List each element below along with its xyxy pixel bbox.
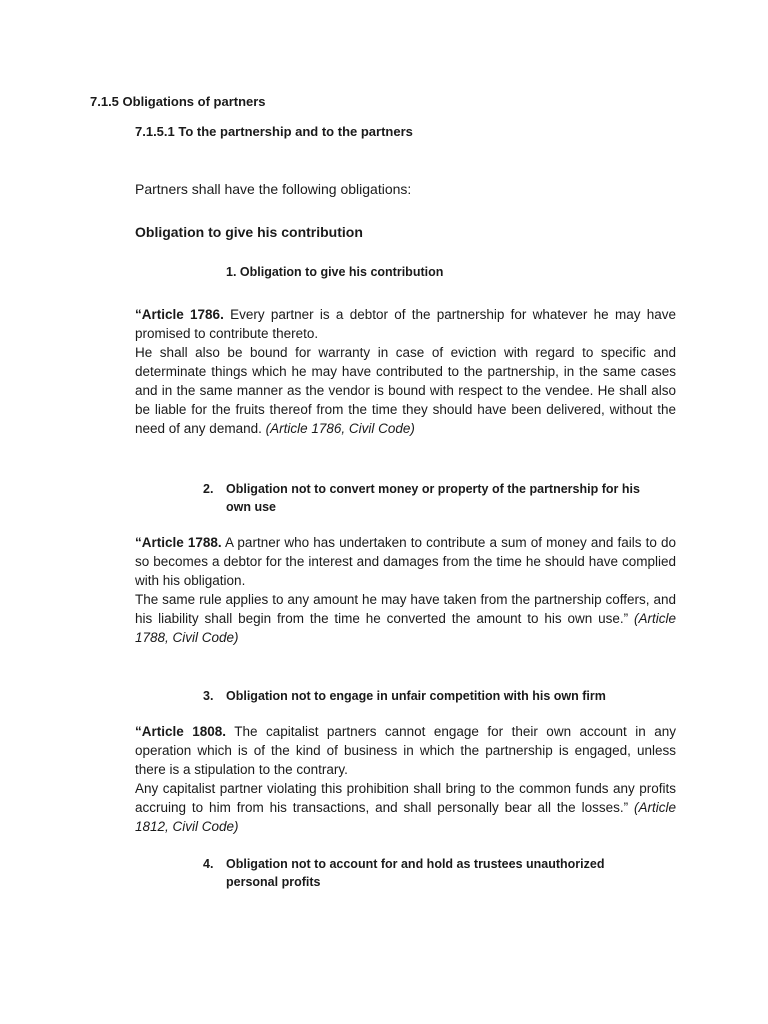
item-3-heading	[203, 687, 643, 705]
article-1786-citation: (Article 1786, Civil Code)	[265, 421, 415, 436]
article-1786-p2: He shall also be bound for warranty in case of eviction with regard to specific and determinate things which he may have contributed to the partnership, in the same cases and in the same manner as the vendor is bound with respect to the vendee. He shall also be liable for the fruits thereof from the time they should have been delivered, without the need of any demand. (Article 1786, Civil Code)	[135, 345, 676, 436]
item-2-label: Obligation not to convert money or property of the partnership for his own use	[226, 482, 640, 514]
item-3-number: 3.	[203, 689, 214, 703]
article-1808	[135, 722, 676, 836]
item-4-number: 4.	[203, 857, 214, 871]
item-2-number: 2.	[203, 482, 214, 496]
article-1788-p1: “Article 1788. A partner who has undertaken to contribute a sum of money and fails to do so becomes a debtor for the interest and damages from the time he should have complied with his obligation.	[135, 535, 676, 588]
article-1786	[135, 305, 676, 438]
article-1788-citation: (Article 1788, Civil Code)	[135, 611, 676, 645]
article-1786-label: “Article 1786.	[135, 307, 224, 322]
article-1788-p2: The same rule applies to any amount he may have taken from the partnership coffers, and his liability shall begin from the time he converted the amount to his own use.” (Article 1788, Civil Code)	[135, 592, 676, 645]
section-heading: 7.1.5 Obligations of partners	[90, 94, 266, 109]
article-1808-citation: (Article 1812, Civil Code)	[135, 800, 676, 834]
article-1788	[135, 533, 676, 647]
article-1808-label: “Article 1808.	[135, 724, 227, 739]
item-4-label: Obligation not to account for and hold as trustees unauthorized personal profits	[226, 857, 605, 889]
item-4-heading	[203, 855, 643, 891]
item-1-heading: 1. Obligation to give his contribution	[226, 265, 444, 279]
article-1808-p1: “Article 1808. The capitalist partners cannot engage for their own account in any operation which is of the kind of business in which the partnership is engaged, unless there is a stipulation to the contrary.	[135, 724, 676, 777]
subsection-heading: 7.1.5.1 To the partnership and to the partners	[135, 124, 413, 139]
article-1788-label: “Article 1788.	[135, 535, 222, 550]
item-3-label: Obligation not to engage in unfair competition with his own firm	[226, 689, 606, 703]
intro-text: Partners shall have the following obligations:	[135, 181, 412, 197]
obligation-title: Obligation to give his contribution	[135, 224, 363, 240]
article-1786-p1: “Article 1786. Every partner is a debtor of the partnership for whatever he may have promised to contribute thereto.	[135, 307, 676, 341]
item-2-heading	[203, 480, 643, 516]
article-1808-p2: Any capitalist partner violating this prohibition shall bring to the common funds any profits accruing to him from his transactions, and shall personally bear all the losses.” (Article 1812, Civil Code)	[135, 781, 676, 834]
